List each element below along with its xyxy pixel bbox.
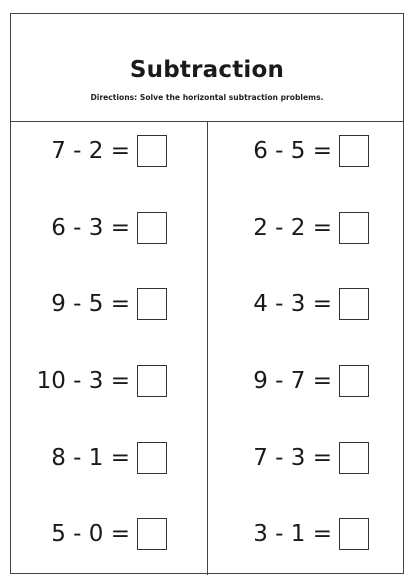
problem-expression: 6 - 5 = [253, 138, 332, 164]
column-divider [207, 122, 208, 575]
problem-right-2 [220, 211, 369, 245]
problem-right-4 [220, 364, 369, 398]
answer-box[interactable] [339, 288, 369, 320]
answer-box[interactable] [339, 365, 369, 397]
problem-expression: 3 - 1 = [253, 521, 332, 547]
answer-box[interactable] [137, 442, 167, 474]
problem-expression: 7 - 3 = [253, 445, 332, 471]
problem-right-3 [220, 287, 369, 321]
worksheet-header [11, 14, 403, 122]
answer-box[interactable] [339, 518, 369, 550]
answer-box[interactable] [339, 442, 369, 474]
problem-left-5 [20, 441, 167, 475]
answer-box[interactable] [137, 135, 167, 167]
problem-right-1 [220, 134, 369, 168]
problem-left-6 [20, 517, 167, 551]
problem-left-4 [20, 364, 167, 398]
problem-expression: 6 - 3 = [51, 215, 130, 241]
problem-left-3 [20, 287, 167, 321]
answer-box[interactable] [137, 212, 167, 244]
problem-expression: 4 - 3 = [253, 291, 332, 317]
answer-box[interactable] [137, 365, 167, 397]
problem-expression: 8 - 1 = [51, 445, 130, 471]
problem-expression: 9 - 7 = [253, 368, 332, 394]
problem-expression: 9 - 5 = [51, 291, 130, 317]
problem-expression: 10 - 3 = [36, 368, 130, 394]
directions-text: Directions: Solve the horizontal subtraction problems. [90, 93, 324, 102]
answer-box[interactable] [137, 518, 167, 550]
problem-expression: 5 - 0 = [51, 521, 130, 547]
problem-expression: 7 - 2 = [51, 138, 130, 164]
answer-box[interactable] [339, 135, 369, 167]
page-title: Subtraction [129, 57, 285, 83]
problem-expression: 2 - 2 = [253, 215, 332, 241]
answer-box[interactable] [137, 288, 167, 320]
problem-right-6 [220, 517, 369, 551]
answer-box[interactable] [339, 212, 369, 244]
problem-right-5 [220, 441, 369, 475]
problem-left-2 [20, 211, 167, 245]
problem-left-1 [20, 134, 167, 168]
